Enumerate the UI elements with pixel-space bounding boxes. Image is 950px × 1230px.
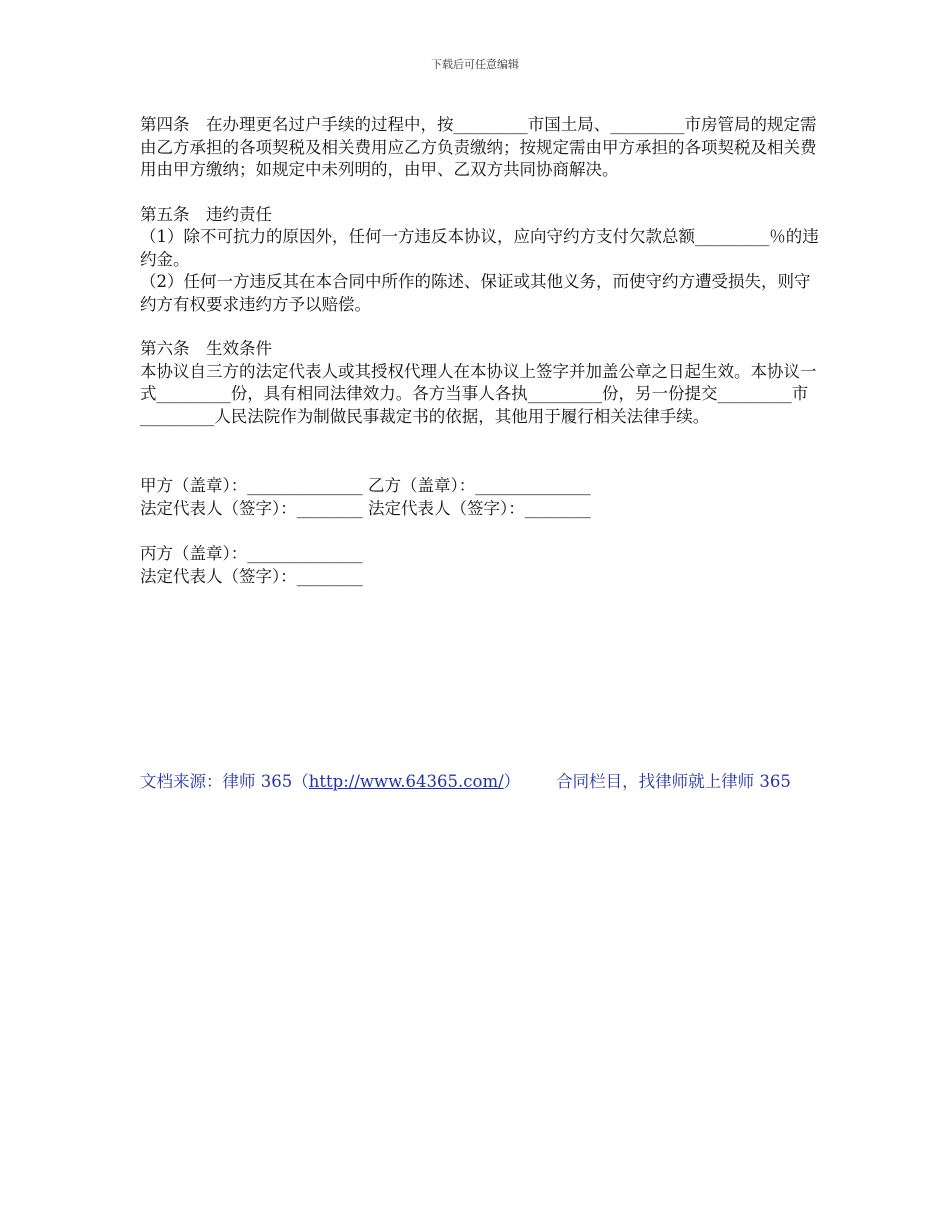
footer-source-suffix: ）: [503, 772, 521, 791]
article-4-text: 第四条 在办理更名过户手续的过程中，按_________市国土局、_________市房管局的规定需由乙方承担的各项契税及相关费用应乙方负责缴纳；按规定需由甲方承担的各项契税及相关费用由甲方缴纳；如规定中未列明的，由甲、乙双方共同协商解决。: [140, 115, 817, 179]
spacer: [140, 316, 820, 338]
header-note: 下载后可任意编辑: [431, 58, 519, 71]
party-c-seal: 丙方（盖章）：______________: [140, 544, 363, 563]
article-5-item-1: （1）除不可抗力的原因外，任何一方违反本协议，应向守约方支付欠款总额_________％的违约金。: [140, 227, 819, 269]
party-b-rep: 法定代表人（签字）：________: [368, 499, 591, 518]
spacer: [140, 428, 820, 474]
party-a-seal: 甲方（盖章）：______________: [140, 476, 363, 495]
spacer: [140, 182, 820, 204]
signature-row-ab-seal: [140, 474, 820, 497]
signature-row-ab-rep: [140, 497, 820, 520]
article-5-item-2: （2）任何一方违反其在本合同中所作的陈述、保证或其他义务，而使守约方遭受损失，则守约方有权要求违约方予以赔偿。: [140, 272, 811, 314]
document-source-footer: [140, 768, 791, 792]
footer-source-prefix: 文档来源：律师 365（: [140, 772, 309, 791]
article-5-title: 第五条 违约责任: [140, 204, 272, 224]
contract-body: [140, 114, 820, 588]
source-link[interactable]: http://www.64365.com/: [308, 772, 504, 791]
footer-slogan: 合同栏目，找律师就上律师 365: [556, 772, 791, 791]
party-c-rep: 法定代表人（签字）：________: [140, 567, 363, 586]
party-b-seal: 乙方（盖章）：______________: [368, 476, 591, 495]
spacer: [140, 520, 820, 542]
article-6-title: 第六条 生效条件: [140, 339, 272, 358]
party-a-rep: 法定代表人（签字）：________: [140, 499, 363, 518]
article-6-text: 本协议自三方的法定代表人或其授权代理人在本协议上签字并加盖公章之日起生效。本协议一式_________份，具有相同法律效力。各方当事人各执_________份，另一份提交_________市_________人民法院作为制做民事裁定书的依据，其他用于履行相关法律手续。: [140, 361, 817, 426]
